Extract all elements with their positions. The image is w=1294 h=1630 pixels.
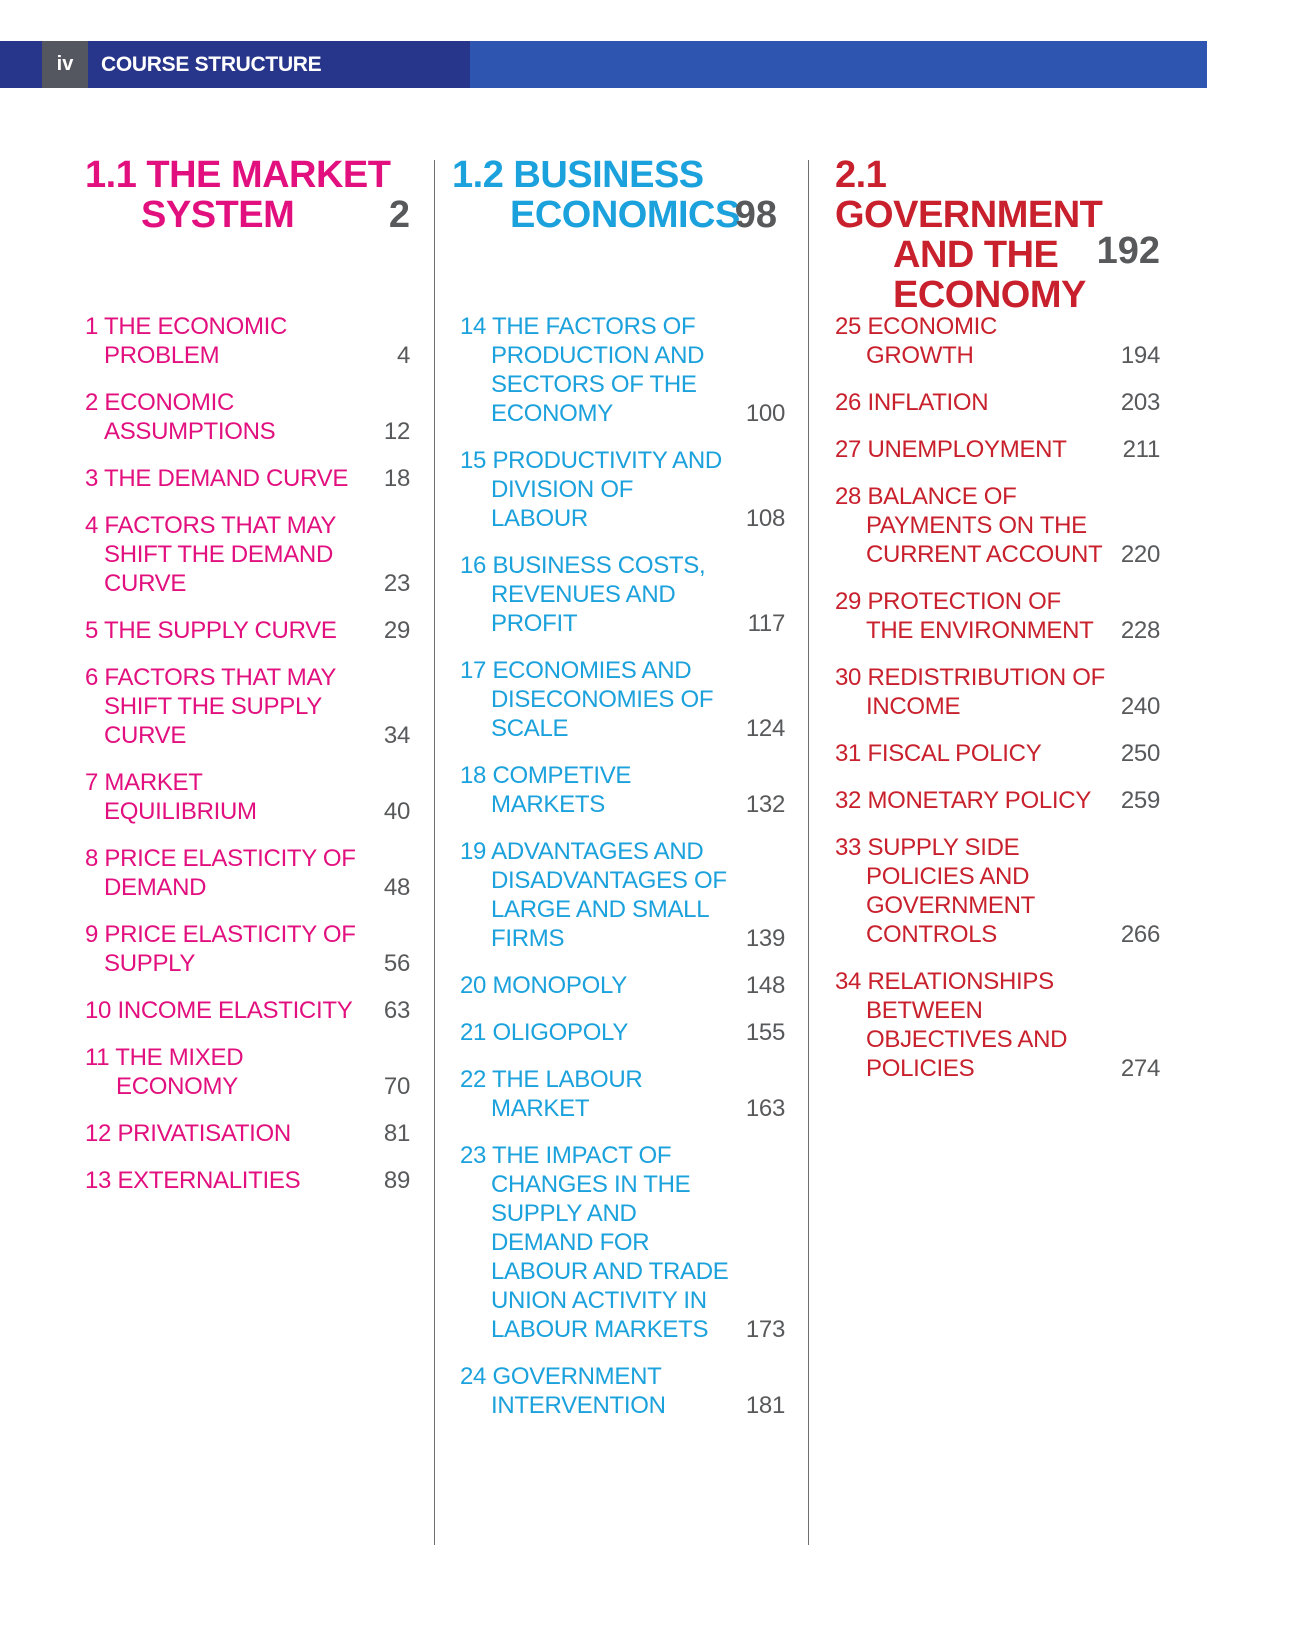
chapter-entry[interactable] <box>460 1141 785 1344</box>
chapter-title: 4 FACTORS THAT MAY SHIFT THE DEMAND CURVE <box>85 512 336 597</box>
chapter-entry[interactable] <box>460 1065 785 1123</box>
chapter-page: 108 <box>745 505 785 532</box>
chapter-page: 220 <box>1120 541 1160 568</box>
chapter-page: 124 <box>745 715 785 742</box>
chapter-entry[interactable] <box>835 739 1160 768</box>
chapter-title: 18 COMPETIVE MARKETS <box>460 762 632 818</box>
chapter-entry[interactable] <box>85 616 410 645</box>
chapter-title: 31 FISCAL POLICY <box>835 740 1042 767</box>
chapter-entry[interactable] <box>835 312 1160 370</box>
chapter-page: 163 <box>745 1095 785 1122</box>
chapter-page: 228 <box>1120 617 1160 644</box>
section-business-economics <box>452 155 785 1630</box>
chapter-title: 15 PRODUCTIVITY AND DIVISION OF LABOUR <box>460 447 722 532</box>
chapter-title: 23 THE IMPACT OF CHANGES IN THE SUPPLY AND DEMAND FOR LABOUR AND TRADE UNION ACTIVITY IN LABOUR MARKETS <box>460 1142 729 1343</box>
header-bar <box>0 41 1207 88</box>
chapter-list <box>85 312 410 1213</box>
chapter-title: 2 ECONOMIC ASSUMPTIONS <box>85 389 276 445</box>
chapter-title: 22 THE LABOUR MARKET <box>460 1066 643 1122</box>
chapter-entry[interactable] <box>85 768 410 826</box>
chapter-entry[interactable] <box>85 920 410 978</box>
chapter-title: 25 ECONOMIC GROWTH <box>835 313 998 369</box>
chapter-entry[interactable] <box>835 587 1160 645</box>
chapter-title: 8 PRICE ELASTICITY OF DEMAND <box>85 845 356 901</box>
chapter-entry[interactable] <box>85 388 410 446</box>
chapter-title: 32 MONETARY POLICY <box>835 787 1092 814</box>
chapter-title: 21 OLIGOPOLY <box>460 1019 629 1046</box>
chapter-entry[interactable] <box>85 511 410 598</box>
chapter-title: 17 ECONOMIES AND DISECONOMIES OF SCALE <box>460 657 714 742</box>
section-page-number: 192 <box>1096 230 1160 272</box>
chapter-title: 33 SUPPLY SIDE POLICIES AND GOVERNMENT CONTROLS <box>835 834 1035 948</box>
section-title-line2: ECONOMICS <box>510 194 740 236</box>
chapter-title: 19 ADVANTAGES AND DISADVANTAGES OF LARGE AND SMALL FIRMS <box>460 838 727 952</box>
chapter-entry[interactable] <box>85 663 410 750</box>
chapter-entry[interactable] <box>460 837 785 953</box>
section-title-line3: ECONOMY <box>893 274 1086 316</box>
chapter-entry[interactable] <box>85 996 410 1025</box>
chapter-page: 48 <box>383 874 410 901</box>
chapter-title: 9 PRICE ELASTICITY OF SUPPLY <box>85 921 356 977</box>
chapter-entry[interactable] <box>85 1166 410 1195</box>
chapter-title: 34 RELATIONSHIPS BETWEEN OBJECTIVES AND POLICIES <box>835 968 1068 1082</box>
chapter-page: 23 <box>383 570 410 597</box>
chapter-entry[interactable] <box>85 464 410 493</box>
chapter-page: 70 <box>383 1073 410 1100</box>
chapter-title: 24 GOVERNMENT INTERVENTION <box>460 1363 666 1419</box>
section-page-number: 2 <box>388 194 410 236</box>
chapter-page: 250 <box>1120 740 1160 767</box>
chapter-page: 18 <box>383 465 410 492</box>
chapter-page: 173 <box>745 1316 785 1343</box>
chapter-page: 40 <box>383 798 410 825</box>
chapter-title: 28 BALANCE OF PAYMENTS ON THE CURRENT ACCOUNT <box>835 483 1103 568</box>
chapter-entry[interactable] <box>835 435 1160 464</box>
chapter-entry[interactable] <box>460 761 785 819</box>
chapter-page: 100 <box>745 400 785 427</box>
section-title-line1: 1.2 BUSINESS <box>452 154 704 196</box>
chapter-page: 132 <box>745 791 785 818</box>
chapter-title: 13 EXTERNALITIES <box>85 1167 301 1194</box>
section-heading <box>85 155 410 235</box>
chapter-page: 56 <box>383 950 410 977</box>
chapter-entry[interactable] <box>85 312 410 370</box>
chapter-entry[interactable] <box>460 312 785 428</box>
chapter-title: 1 THE ECONOMIC PROBLEM <box>85 313 288 369</box>
chapter-entry[interactable] <box>460 1018 785 1047</box>
chapter-title: 10 INCOME ELASTICITY <box>85 997 353 1024</box>
section-page-number: 98 <box>734 194 777 236</box>
chapter-page: 181 <box>745 1392 785 1419</box>
chapter-entry[interactable] <box>835 663 1160 721</box>
chapter-entry[interactable] <box>460 656 785 743</box>
chapter-entry[interactable] <box>85 1119 410 1148</box>
column-divider <box>434 160 435 1545</box>
chapter-title: 27 UNEMPLOYMENT <box>835 436 1067 463</box>
section-title-line1: 1.1 THE MARKET <box>85 154 391 196</box>
chapter-title: 12 PRIVATISATION <box>85 1120 291 1147</box>
section-government-economy <box>835 155 1160 1630</box>
chapter-page: 34 <box>383 722 410 749</box>
chapter-entry[interactable] <box>460 446 785 533</box>
page-title: COURSE STRUCTURE <box>101 52 322 76</box>
chapter-title: 26 INFLATION <box>835 389 989 416</box>
chapter-page: 89 <box>383 1167 410 1194</box>
chapter-page: 155 <box>745 1019 785 1046</box>
section-title-line1: 2.1 GOVERNMENT <box>835 154 1103 236</box>
chapter-page: 4 <box>396 342 410 369</box>
chapter-title: 16 BUSINESS COSTS, REVENUES AND PROFIT <box>460 552 706 637</box>
chapter-title: 6 FACTORS THAT MAY SHIFT THE SUPPLY CURVE <box>85 664 336 749</box>
chapter-title: 29 PROTECTION OF THE ENVIRONMENT <box>835 588 1094 644</box>
chapter-list <box>835 312 1160 1101</box>
chapter-title: 14 THE FACTORS OF PRODUCTION AND SECTORS OF THE ECONOMY <box>460 313 705 427</box>
chapter-entry[interactable] <box>460 1362 785 1420</box>
chapter-page: 194 <box>1120 342 1160 369</box>
chapter-page: 139 <box>745 925 785 952</box>
chapter-list <box>460 312 785 1438</box>
column-divider <box>808 160 809 1545</box>
section-market-system <box>85 155 410 1630</box>
chapter-entry[interactable] <box>85 1043 410 1101</box>
chapter-page: 81 <box>383 1120 410 1147</box>
chapter-page: 266 <box>1120 921 1160 948</box>
chapter-title: 3 THE DEMAND CURVE <box>85 465 349 492</box>
chapter-page: 12 <box>383 418 410 445</box>
chapter-entry[interactable] <box>460 971 785 1000</box>
page-number: iv <box>42 41 88 88</box>
chapter-entry[interactable] <box>460 551 785 638</box>
chapter-title: 30 REDISTRIBUTION OF INCOME <box>835 664 1106 720</box>
chapter-page: 148 <box>745 972 785 999</box>
chapter-page: 203 <box>1120 389 1160 416</box>
chapter-title: 5 THE SUPPLY CURVE <box>85 617 337 644</box>
chapter-page: 274 <box>1120 1055 1160 1082</box>
chapter-page: 211 <box>1122 436 1160 463</box>
chapter-page: 259 <box>1120 787 1160 814</box>
chapter-title: 20 MONOPOLY <box>460 972 627 999</box>
section-title-line2: SYSTEM <box>141 194 295 236</box>
chapter-page: 240 <box>1120 693 1160 720</box>
chapter-page: 63 <box>383 997 410 1024</box>
chapter-title: 7 MARKET EQUILIBRIUM <box>85 769 257 825</box>
chapter-page: 29 <box>383 617 410 644</box>
chapter-entry[interactable] <box>835 967 1160 1083</box>
chapter-page: 117 <box>747 610 785 637</box>
chapter-entry[interactable] <box>835 833 1160 949</box>
chapter-title: 11 THE MIXED ECONOMY <box>85 1044 244 1100</box>
section-title-line2: AND THE <box>893 234 1059 276</box>
chapter-entry[interactable] <box>85 844 410 902</box>
chapter-entry[interactable] <box>835 786 1160 815</box>
chapter-entry[interactable] <box>835 482 1160 569</box>
chapter-entry[interactable] <box>835 388 1160 417</box>
